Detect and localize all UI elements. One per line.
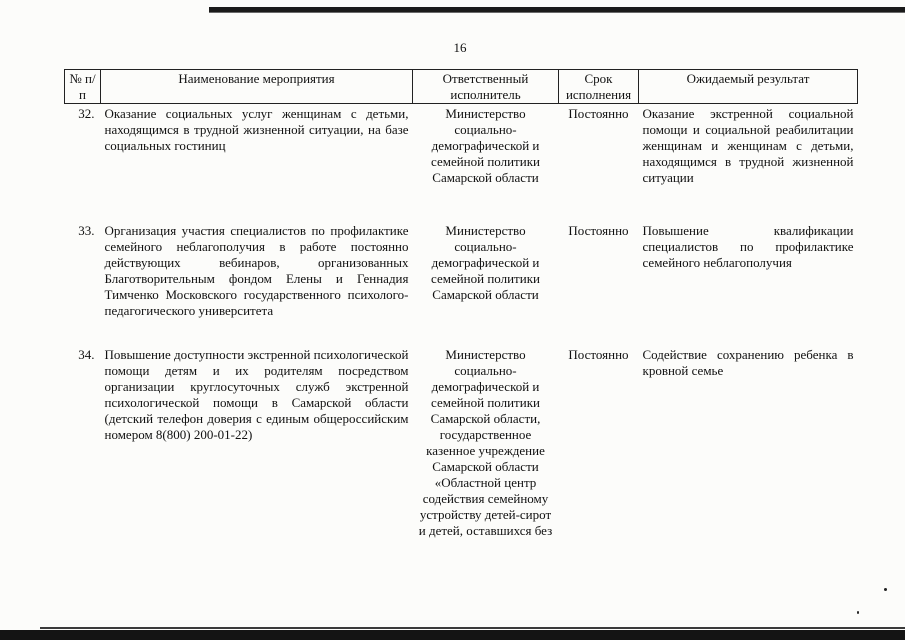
events-table [64,69,858,587]
row-result: Содействие сохранению ребенка в кровной семье [642,347,854,378]
row-result: Оказание экстренной социальной помощи и социальной реабилитации женщинам и женщинам с детьми, находящимся в трудной жизненной ситуации [642,106,854,185]
header-event-name: Наименование мероприятия [101,70,413,104]
row-number: 34. [78,347,95,362]
row-term: Постоянно [568,347,629,362]
row-executor: Министерство социально-демографической и семейной политики Самарской области [431,106,540,185]
row-term: Постоянно [568,106,629,121]
row-event-name: Оказание социальных услуг женщинам с детьми, находящимся в трудной жизненной ситуации, на базе социальных гостиниц [104,106,409,153]
table-header-row [65,70,858,104]
scan-border-top-thin [209,12,905,13]
header-number: № п/п [65,70,101,104]
scan-speck [857,611,859,614]
row-event-name: Повышение доступности экстренной психологической помощи детям и их родителям посредством организации круглосуточных служб экстренной психологической помощи в Самарской области (детский телефон доверия с единым общероссийским номером 8(800) 200-01-22) [104,347,409,442]
row-term: Постоянно [568,223,629,238]
row-number: 33. [78,223,95,238]
row-result: Повышение квалификации специалистов по профилактике семейного неблагополучия [642,223,854,270]
header-result: Ожидаемый результат [639,70,858,104]
row-event-name: Организация участия специалистов по профилактике семейного неблагополучия в работе постоянно действующих вебинаров, организованных Благотворительным фондом Елены и Геннадия Тимченко Московского государственного психолого-педагогического университета [104,223,409,318]
table-row [65,221,858,345]
table-row [65,345,858,587]
page-number: 16 [453,40,467,55]
scan-border-bottom [0,630,905,640]
header-term: Срок исполнения [559,70,639,104]
row-number: 32. [78,106,95,121]
row-executor: Министерство социально-демографической и семейной политики Самарской области [431,223,540,302]
table-row [65,104,858,222]
header-executor: Ответственный исполнитель [413,70,559,104]
row-executor: Министерство социально-демографической и семейной политики Самарской области, государственное казенное учреждение Самарской области «Областной центр содействия семейному устройству детей-сирот и детей, оставшихся без [418,347,553,538]
scan-speck [884,588,887,591]
scan-border-bottom-thin [40,627,905,629]
